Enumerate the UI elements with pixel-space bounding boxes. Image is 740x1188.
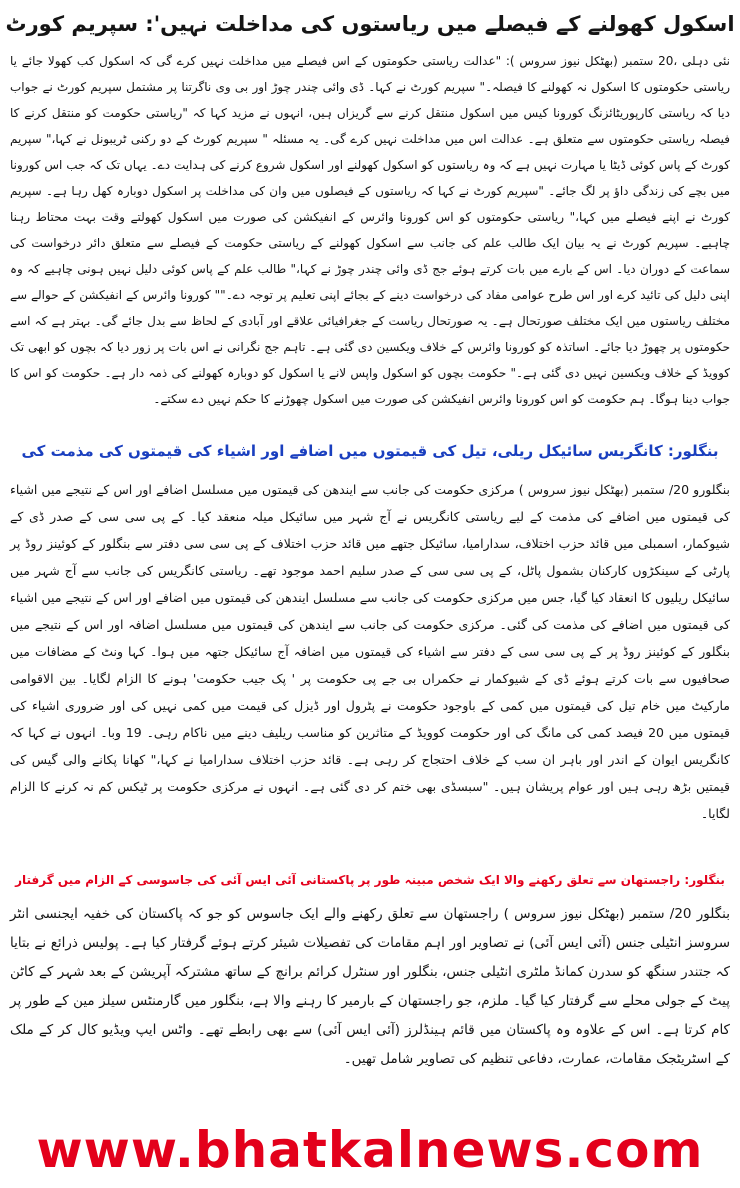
headline-congress-rally: بنگلور: کانگریس سائیکل ریلی، تیل کی قیمتوں میں اضافے اور اشیاء کی قیمتوں کی مذمت کی (21, 442, 719, 460)
article-body-congress-rally: بنگلورو 20/ ستمبر (بھٹکل نیوز سروس ) مرکزی حکومت کی جانب سے ایندھن کی قیمتوں میں مسلسل اضافے اور اس کے نتیجے میں اشیاء کی قیمتوں میں اضافے کی مذمت کے لیے ریاستی کانگریس نے آج شہر میں سائیکل میلہ منعقد کیا۔ کے پی سی سی کے صدر ڈی کے شیوکمار، اسمبلی میں قائد حزب اختلاف، سدارامیا، سائیکل جتھے میں قائد حزب اختلاف کے پی سی سی دفتر سے بنگلور کے کوئینز روڈ پر پارٹی کے سینکڑوں کارکنان بشمول پاٹل، کے پی سی سی کے صدر سلیم احمد موجود تھے۔ ریاستی کانگریس کی جانب سے آج شہر میں سائیکل ریلیوں کا انعقاد کیا گیا، جس میں مرکزی حکومت کی جانب سے مسلسل ایندھن کی قیمتوں میں اضافے اور اس کے نتیجے میں اشیاء کی قیمتوں میں اضافے کی مذمت کی گئی۔ مرکزی حکومت کی جانب سے ایندھن کی قیمتوں میں مسلسل اضافہ اور اس کے نتیجے میں بنگلور کے کوئینز روڈ پر کے پی سی سی کے دفتر سے اشیاء کی قیمتوں میں اضافہ آج سائیکل جتھہ میں ہوا۔ کہا ونٹ کے مضافات میں صحافیوں سے بات کرتے ہوئے ڈی کے شیوکمار نے حکمراں بی جے پی حکومت پر ' پک جیب حکومت' ہونے کا الزام لگایا۔ بین الاقوامی مارکیٹ میں خام تیل کی قیمتوں میں کمی کے باوجود حکومت نے پٹرول اور ڈیزل کی قیمت میں کمی نہیں کی اور ضروری اشیاء کی قیمتوں میں 20 فیصد کمی کی مانگ کی اور حکومت کوویڈ کے متاثرین کو مناسب ریلیف دینے میں ناکام رہی۔ 19 وبا۔ انہوں نے کہا کہ کانگریس ایوان کے اندر اور باہر ان سب کے خلاف احتجاج کر رہی ہے۔ قائد حزب اختلاف سدارامیا نے کہا،" کھانا پکانے والی گیس کی قیمتیں بڑھ رہی ہیں اور عوام پریشان ہیں۔ "سبسڈی بھی ختم کر دی گئی ہے۔ انہوں نے مرکزی حکومت پر ٹیکس کم نہ کرنے کا الزام لگایا۔ (10, 482, 731, 821)
website-url[interactable]: www.bhatkalnews.com (36, 1121, 704, 1179)
story-espionage-arrest (0, 860, 740, 1080)
story-supreme-court (0, 0, 740, 422)
headline-supreme-court: اسکول کھولنے کے فیصلے میں ریاستوں کی مداخلت نہیں': سپریم کورٹ (5, 12, 735, 36)
article-body-espionage-arrest: بنگلور 20/ ستمبر (بھٹکل نیوز سروس ) راجستھان سے تعلق رکھنے والے ایک جاسوس کو جو کہ پاکستان کی خفیہ ایجنسی انٹر سروسز انٹیلی جنس (آئی ایس آئی) نے تصاویر اور اہم مقامات کی تفصیلات شیئر کرتے ہوئے گرفتار کیا ہے۔ پولیس ذرائع نے بتایا کہ جتندر سنگھ کو سدرن کمانڈ ملٹری انٹیلی جنس، بنگلور اور سنٹرل کرائم برانچ کے ساتھ مشترکہ آپریشن کے بعد شہر کے کاٹن پیٹ کے جولی محلے سے گرفتار کیا گیا۔ ملزم، جو راجستھان کے بارمیر کا رہنے والا ہے، بنگلور میں گارمنٹس سیلز مین کے طور پر کام کرتا ہے۔ اس کے علاوہ وہ پاکستان میں قائم ہینڈلرز (آئی ایس آئی) سے بھی رابطے تھے۔ واٹس ایپ ویڈیو کال کر کے ملک کے اسٹریٹجک مقامات، عمارت، دفاعی تنظیم کی تصاویر شامل تھیں۔ (10, 906, 730, 1067)
story-congress-rally (0, 426, 740, 836)
headline-espionage-arrest: بنگلور: راجستھان سے تعلق رکھنے والا ایک شخص مبینہ طور پر پاکستانی آئی ایس آئی کی جاسوسی کے الزام میں گرفتار (15, 873, 725, 887)
article-body-supreme-court: نئی دہلی ،20 ستمبر (بھٹکل نیوز سروس ): "عدالت ریاستی حکومتوں کے اس فیصلے میں مداخلت نہیں کرے گی کہ اسکول کب کھولا جائے یا ریاستی حکومتوں کا اسکول نہ کھولنے کا فیصلہ۔" سپریم کورٹ نے کہا۔ ڈی وائی چندر چوڑ اور بی وی ناگرتنا پر مشتمل سپریم کورٹ نے جواب دیا کہ ریاستی کارپوریٹائزنگ کورونا کیس میں اسکول منتقل کرنے سے گریزاں ہیں، انہوں نے مزید کہا کہ "ریاستی حکومت کو منتقل کرنے کا فیصلہ ریاستی حکومتوں سے متعلق ہے۔ عدالت اس میں مداخلت نہیں کرے گی۔ یہ مسئلہ " سپریم کورٹ کے دو رکنی ٹریبونل نے کہا،" سپریم کورٹ کے پاس کوئی ڈیٹا یا مہارت نہیں ہے کہ وہ ریاستوں کو اسکول کھولنے اور اسکول شروع کرنے کی ہدایت دے۔ یہاں تک کہ جب اس کورونا میں بچے کی زندگی داؤ پر لگ جائے۔ "سپریم کورٹ نے کہا کہ ریاستوں کے فیصلوں میں وان کی مداخلت پر اسکول دوبارہ کھل رہا ہے۔ سپریم کورٹ نے اپنے فیصلے میں کہا،" ریاستی حکومتوں کو اس کورونا وائرس کے انفیکشن کی صورت میں اسکول کھولتے وقت بہت محتاط رہنا چاہیے۔ سپریم کورٹ نے یہ بیان ایک طالب علم کی جانب سے اسکول کھولنے کے ریاستی حکومت کے فیصلے سے متعلق دائر درخواست کی سماعت کے دوران دیا۔ اس کے بارے میں بات کرتے ہوئے جج ڈی وائی چندر چوڑ نے کہا،" طالب علم کے پاس کوئی دلیل نہیں ہونی چاہیے کہ وہ اپنی دلیل کی تائید کرے اور اس طرح عوامی مفاد کی درخواست دینے کے بجائے اپنی تعلیم پر توجہ دے۔"" کورونا وائرس کے انفیکشن کے حوالے سے مختلف ریاستوں میں ایک مختلف صورتحال ہے۔ یہ صورتحال ریاست کے جغرافیائی علاقے اور آبادی کے لحاظ سے بدل جائے گی۔ بہتر ہے کہ اسے حکومتوں پر چھوڑ دیا جائے۔ اساتذہ کو کورونا وائرس کے خلاف ویکسین دی گئی ہے۔ تاہم جج نگرانی نے اس بات پر زور دیا کہ بچوں کو ابھی تک کوویڈ کے خلاف ویکسین نہیں دی گئی ہے۔" حکومت بچوں کو اسکول واپس لانے یا اسکول کو دوبارہ کھولنے کی ذمہ دار ہے۔ حکومت کو اس کا جواب دینا ہوگا۔ ہم حکومت کو اس کورونا وائرس انفیکشن کی صورت میں اسکول چھوڑنے کا حکم نہیں دے سکتے۔ (10, 54, 730, 406)
